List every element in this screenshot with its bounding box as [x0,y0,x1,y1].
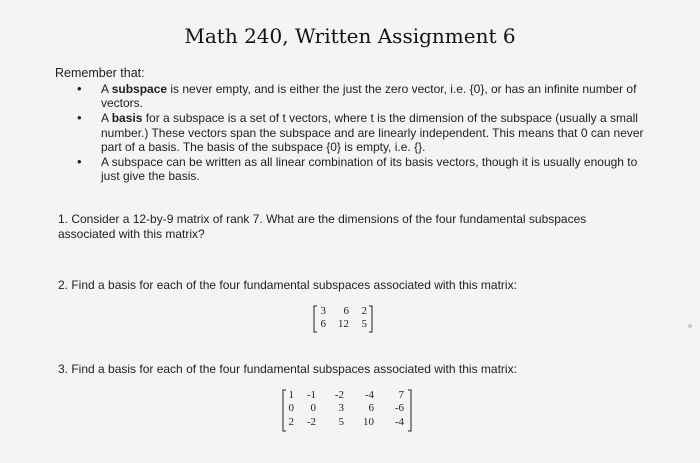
matrix-cell: 7 [398,389,404,401]
matrix-3x5 [282,388,412,433]
matrix-cell: -6 [394,402,404,414]
matrix-cell: 0 [310,402,316,414]
page-title: Math 240, Written Assignment 6 [184,24,516,48]
matrix-cell: -4 [394,416,404,428]
matrix-cell: 5 [338,416,344,428]
matrix-cell: -4 [364,389,374,401]
bullet-item-basis [55,111,655,154]
matrix-cell: 3 [320,305,326,317]
bullet-text: A [101,82,112,96]
remember-label: Remember that: [55,66,145,80]
matrix-cell: 3 [338,402,344,414]
matrix-cell: 6 [368,402,374,414]
bullet-bold-term: subspace [111,82,168,96]
bullet-text: is never empty, and is either the just the zero vector, i.e. {0}, or has an infinite number of vectors. [101,82,637,111]
bullet-list [55,82,655,184]
bullet-item-subspace [55,82,655,110]
matrix-cell: 2 [361,305,367,317]
matrix-cell: -2 [306,416,316,428]
matrix-cell: 2 [288,416,294,428]
bullet-text: A subspace can be written as all linear combination of its basis vectors, though it is usually enough to just give the basis. [101,155,638,184]
matrix-2x3 [313,304,373,334]
bullet-dot-icon: • [77,81,82,96]
question-3: 3. Find a basis for each of the four fundamental subspaces associated with this matrix: [58,362,517,376]
question-2: 2. Find a basis for each of the four fundamental subspaces associated with this matrix: [58,278,517,292]
bullet-text: for a subspace is a set of t vectors, where t is the dimension of the subspace (usually a small number.) These vectors span the subspace and are linearly independent. This means that 0 can never part of a basis. The basis of the subspace {0} is empty, i.e. {}. [101,111,644,154]
matrix-cell: 12 [338,318,349,330]
scroll-marker [688,324,692,328]
bullet-item-combination [55,155,655,183]
matrix-cell: 0 [288,402,294,414]
bullet-bold-term: basis [111,111,143,126]
bullet-dot-icon: • [77,110,82,126]
matrix-cell: -1 [306,389,316,401]
matrix-cell: 6 [320,318,326,330]
matrix-cell: -2 [334,389,344,401]
matrix-cell: 1 [288,389,294,401]
bullet-text: A [101,111,112,126]
matrix-cell: 6 [343,305,349,317]
question-1: 1. Consider a 12-by-9 matrix of rank 7. What are the dimensions of the four fundamental subspaces associated with this matrix? [58,212,587,241]
matrix-cell: 5 [361,318,367,330]
bullet-dot-icon: • [77,154,82,170]
matrix-cell: 10 [363,416,374,428]
